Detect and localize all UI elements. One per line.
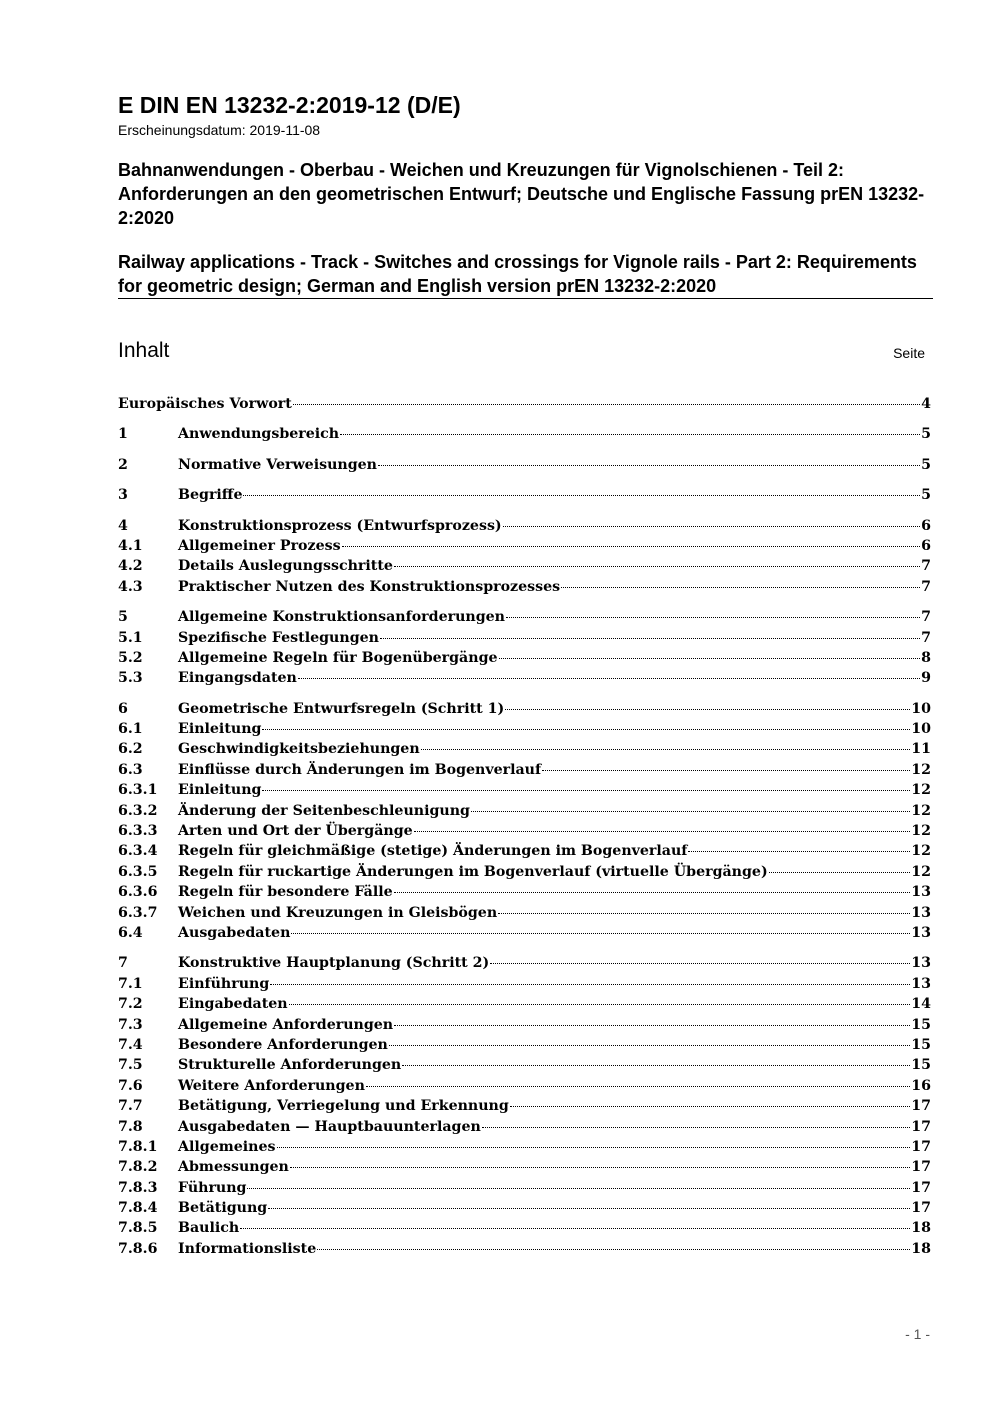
toc-dot-leader [561, 587, 920, 588]
toc-entry[interactable] [118, 923, 931, 943]
toc-entry-number: 4.1 [118, 537, 143, 554]
toc-dot-leader [289, 1004, 911, 1005]
toc-entry-title[interactable]: Geschwindigkeitsbeziehungen [178, 741, 420, 758]
toc-entry-title[interactable]: Konstruktionsprozess (Entwurfsprozess) [178, 517, 502, 534]
toc-dot-leader [394, 892, 911, 893]
toc-entry-number: 5.2 [118, 649, 143, 666]
toc-entry-number: 7.8.2 [118, 1159, 158, 1176]
toc-entry[interactable] [118, 1117, 931, 1137]
toc-entry-page: 7 [921, 558, 931, 575]
toc-entry-page: 12 [911, 823, 931, 840]
toc-page-label: Seite [893, 345, 925, 361]
toc-dot-leader [293, 404, 920, 405]
toc-entry-title[interactable]: Begriffe [178, 487, 243, 504]
title-english: Railway applications - Track - Switches and crossings for Vignole rails - Part 2: Requirements for geometric design; German and English version prEN 13232-2:2020 [118, 252, 917, 296]
toc-heading: Inhalt [118, 339, 170, 362]
toc-dot-leader [421, 749, 911, 750]
toc-entry-page: 12 [911, 782, 931, 799]
toc-entry-page: 12 [911, 802, 931, 819]
toc-entry-number: 7.3 [118, 1016, 143, 1033]
toc-entry-page: 9 [921, 670, 931, 687]
toc-entry-page: 16 [911, 1077, 931, 1094]
toc-dot-leader [291, 933, 910, 934]
toc-dot-leader [389, 1045, 910, 1046]
toc-entry-page: 6 [921, 517, 931, 534]
toc-entry[interactable] [118, 424, 931, 444]
toc-entry-title[interactable]: Ausgabedaten [178, 924, 291, 941]
toc-entry-page: 17 [911, 1118, 931, 1135]
toc-dot-leader [688, 851, 910, 852]
toc-dot-leader [499, 658, 921, 659]
toc-dot-leader [342, 546, 921, 547]
toc-entry-title[interactable]: Details Auslegungsschritte [178, 558, 393, 575]
toc-entry[interactable] [118, 1239, 931, 1259]
toc-entry-title[interactable]: Informationsliste [178, 1240, 317, 1257]
toc-entry-title[interactable]: Baulich [178, 1220, 240, 1237]
toc-dot-leader [482, 1127, 910, 1128]
toc-entry-page: 7 [921, 578, 931, 595]
toc-dot-leader [505, 709, 910, 710]
toc-entry-number: 2 [118, 456, 128, 473]
toc-dot-leader [394, 566, 920, 567]
toc-entry[interactable] [118, 394, 931, 414]
toc-entry-page: 18 [911, 1220, 931, 1237]
toc-entry-number: 7.8 [118, 1118, 143, 1135]
toc-entry-number: 5 [118, 609, 128, 626]
toc-entry-page: 13 [911, 975, 931, 992]
toc-entry[interactable] [118, 699, 931, 719]
toc-entry-page: 12 [911, 863, 931, 880]
toc-dot-leader [378, 465, 920, 466]
toc-entry[interactable] [118, 628, 931, 648]
toc-entry-page: 18 [911, 1240, 931, 1257]
toc-dot-leader [542, 770, 910, 771]
toc-entry-title[interactable]: Europäisches Vorwort [118, 396, 292, 412]
toc-entry-page: 17 [911, 1098, 931, 1115]
toc-entry-number: 7.5 [118, 1057, 143, 1074]
toc-entry[interactable] [118, 821, 931, 841]
toc-entry[interactable] [118, 485, 931, 505]
toc-entry[interactable] [118, 719, 931, 739]
toc-dot-leader [503, 526, 920, 527]
toc-entry[interactable] [118, 1178, 931, 1198]
toc-entry-title[interactable]: Arten und Ort der Übergänge [178, 823, 413, 840]
toc-dot-leader [490, 963, 910, 964]
toc-dot-leader [402, 1065, 910, 1066]
toc-entry[interactable] [118, 801, 931, 821]
toc-dot-leader [471, 811, 910, 812]
toc-dot-leader [498, 913, 910, 914]
toc-dot-leader [298, 678, 920, 679]
toc-entry-title[interactable]: Abmessungen [178, 1159, 289, 1176]
toc-entry-number: 6.1 [118, 721, 143, 738]
toc-entry-number: 7.8.5 [118, 1220, 158, 1237]
toc-dot-leader [506, 617, 920, 618]
toc-dot-leader [247, 1188, 910, 1189]
toc-entry[interactable] [118, 994, 931, 1014]
toc-entry[interactable] [118, 882, 931, 902]
toc-entry-page: 15 [911, 1057, 931, 1074]
toc-entry-number: 6.3.5 [118, 863, 158, 880]
header-divider [118, 298, 933, 299]
toc-entry-title[interactable]: Weichen und Kreuzungen in Gleisbögen [178, 904, 498, 921]
toc-entry-page: 17 [911, 1159, 931, 1176]
toc-entry-title[interactable]: Betätigung, Verriegelung und Erkennung [178, 1098, 509, 1115]
page-number: - 1 - [905, 1326, 930, 1342]
toc-entry-page: 17 [911, 1138, 931, 1155]
toc-dot-leader [243, 495, 920, 496]
toc-entry-number: 6.3.2 [118, 802, 158, 819]
toc-entry[interactable] [118, 536, 931, 556]
toc-entry[interactable] [118, 1198, 931, 1218]
toc-entry[interactable] [118, 1055, 931, 1075]
toc-entry[interactable] [118, 516, 931, 536]
toc-dot-leader [268, 1208, 910, 1209]
toc-entry-number: 7.8.4 [118, 1200, 158, 1217]
toc-entry-title[interactable]: Spezifische Festlegungen [178, 629, 379, 646]
toc-entry-number: 6.3 [118, 761, 143, 778]
toc-entry-title[interactable]: Konstruktive Hauptplanung (Schritt 2) [178, 955, 490, 972]
toc-entry-number: 6.2 [118, 741, 143, 758]
toc-entry-title[interactable]: Strukturelle Anforderungen [178, 1057, 402, 1074]
toc-entry[interactable] [118, 607, 931, 627]
toc-entry-title[interactable]: Allgemeine Konstruktionsanforderungen [178, 609, 505, 626]
toc-entry[interactable] [118, 1096, 931, 1116]
toc-entry-page: 10 [911, 700, 931, 717]
toc-entry-page: 13 [911, 955, 931, 972]
toc-entry-title[interactable]: Geometrische Entwurfsregeln (Schritt 1) [178, 700, 505, 717]
toc-dot-leader [277, 1147, 911, 1148]
toc-dot-leader [510, 1106, 910, 1107]
publication-date: Erscheinungsdatum: 2019-11-08 [118, 122, 321, 138]
toc-entry[interactable] [118, 841, 931, 861]
toc-entry-number: 7.1 [118, 975, 143, 992]
toc-entry-number: 6 [118, 700, 128, 717]
toc-entry[interactable] [118, 668, 931, 688]
toc-entry[interactable] [118, 1218, 931, 1238]
toc-dot-leader [240, 1228, 910, 1229]
toc-entry[interactable] [118, 739, 931, 759]
toc-entry-number: 7.8.6 [118, 1240, 158, 1257]
toc-entry[interactable] [118, 1157, 931, 1177]
toc-entry-number: 6.4 [118, 924, 143, 941]
toc-entry[interactable] [118, 648, 931, 668]
toc-entry-title[interactable]: Einleitung [178, 721, 262, 738]
toc-entry[interactable] [118, 1137, 931, 1157]
toc-entry-title[interactable]: Ausgabedaten — Hauptbauunterlagen [178, 1118, 481, 1135]
toc-entry-page: 6 [921, 537, 931, 554]
toc-entry-number: 4.3 [118, 578, 143, 595]
toc-dot-leader [414, 831, 911, 832]
toc-entry[interactable] [118, 903, 931, 923]
toc-entry-title[interactable]: Einflüsse durch Änderungen im Bogenverlauf [178, 761, 542, 778]
toc-entry-page: 15 [911, 1036, 931, 1053]
toc-entry-title[interactable]: Allgemeine Anforderungen [178, 1016, 394, 1033]
toc-entry[interactable] [118, 760, 931, 780]
toc-entry-number: 6.3.3 [118, 823, 158, 840]
toc-dot-leader [262, 729, 910, 730]
toc-entry-number: 1 [118, 426, 128, 443]
toc-entry-page: 14 [911, 996, 931, 1013]
toc-entry-title[interactable]: Weitere Anforderungen [178, 1077, 365, 1094]
toc-entry-title[interactable]: Eingabedaten [178, 996, 288, 1013]
toc-dot-leader [380, 638, 920, 639]
table-of-contents [118, 394, 931, 1259]
toc-entry-page: 10 [911, 721, 931, 738]
toc-entry-page: 12 [911, 761, 931, 778]
toc-entry[interactable] [118, 780, 931, 800]
toc-entry-page: 17 [911, 1179, 931, 1196]
toc-entry-title[interactable]: Allgemeines [178, 1138, 276, 1155]
toc-entry-page: 13 [911, 904, 931, 921]
toc-entry-number: 7.2 [118, 996, 143, 1013]
toc-entry-page: 15 [911, 1016, 931, 1033]
toc-entry-number: 6.3.6 [118, 884, 158, 901]
toc-entry-title[interactable]: Betätigung [178, 1200, 268, 1217]
toc-entry-title[interactable]: Praktischer Nutzen des Konstruktionsprozesses [178, 578, 561, 595]
toc-dot-leader [270, 984, 910, 985]
toc-entry-page: 17 [911, 1200, 931, 1217]
toc-entry[interactable] [118, 1076, 931, 1096]
toc-entry-title[interactable]: Allgemeine Regeln für Bogenübergänge [178, 649, 498, 666]
toc-entry-title[interactable]: Regeln für ruckartige Änderungen im Bogenverlauf (virtuelle Übergänge) [178, 863, 768, 880]
toc-entry-number: 6.3.7 [118, 904, 158, 921]
toc-entry-title[interactable]: Eingangsdaten [178, 670, 297, 687]
toc-entry-title[interactable]: Regeln für gleichmäßige (stetige) Änderungen im Bogenverlauf [178, 843, 688, 860]
toc-entry[interactable] [118, 455, 931, 475]
toc-entry-number: 5.1 [118, 629, 143, 646]
toc-entry-number: 7.7 [118, 1098, 143, 1115]
toc-entry[interactable] [118, 974, 931, 994]
toc-entry-page: 11 [911, 741, 931, 758]
toc-entry-page: 8 [921, 649, 931, 666]
toc-entry[interactable] [118, 1015, 931, 1035]
toc-dot-leader [262, 790, 910, 791]
toc-dot-leader [769, 872, 911, 873]
toc-entry-number: 4 [118, 517, 128, 534]
toc-entry[interactable] [118, 1035, 931, 1055]
toc-entry-page: 13 [911, 884, 931, 901]
standard-id: E DIN EN 13232-2:2019-12 (D/E) [118, 92, 461, 118]
toc-entry-page: 7 [921, 609, 931, 626]
toc-dot-leader [394, 1025, 910, 1026]
toc-entry-number: 7.4 [118, 1036, 143, 1053]
toc-entry-page: 7 [921, 629, 931, 646]
toc-entry-title[interactable]: Regeln für besondere Fälle [178, 884, 393, 901]
toc-entry[interactable] [118, 953, 931, 973]
toc-dot-leader [317, 1249, 910, 1250]
toc-entry-page: 13 [911, 924, 931, 941]
toc-dot-leader [366, 1086, 910, 1087]
toc-entry-number: 5.3 [118, 670, 143, 687]
toc-entry[interactable] [118, 577, 931, 597]
toc-entry-number: 6.3.4 [118, 843, 158, 860]
toc-entry-title[interactable]: Führung [178, 1179, 247, 1196]
toc-entry[interactable] [118, 862, 931, 882]
toc-entry-page: 5 [921, 426, 931, 443]
toc-dot-leader [340, 434, 920, 435]
toc-entry-title[interactable]: Einleitung [178, 782, 262, 799]
toc-entry-number: 7 [118, 955, 128, 972]
toc-entry-page: 12 [911, 843, 931, 860]
toc-dot-leader [290, 1167, 910, 1168]
toc-entry-title[interactable]: Besondere Anforderungen [178, 1036, 388, 1053]
toc-entry[interactable] [118, 556, 931, 576]
toc-entry-page: 5 [921, 487, 931, 504]
toc-entry-title[interactable]: Normative Verweisungen [178, 456, 377, 473]
toc-entry-page: 4 [921, 396, 931, 412]
toc-entry-number: 6.3.1 [118, 782, 158, 799]
toc-entry-number: 7.8.3 [118, 1179, 158, 1196]
toc-entry-number: 3 [118, 487, 128, 504]
toc-entry-number: 4.2 [118, 558, 143, 575]
toc-entry-number: 7.6 [118, 1077, 143, 1094]
toc-entry-number: 7.8.1 [118, 1138, 158, 1155]
toc-entry-title[interactable]: Änderung der Seitenbeschleunigung [178, 802, 470, 819]
title-german: Bahnanwendungen - Oberbau - Weichen und Kreuzungen für Vignolschienen - Teil 2: Anforderungen an den geometrischen Entwurf; Deutsche und Englische Fassung prEN 13232-2:2020 [118, 160, 925, 228]
toc-entry-title[interactable]: Einführung [178, 975, 270, 992]
toc-entry-page: 5 [921, 456, 931, 473]
toc-entry-title[interactable]: Allgemeiner Prozess [178, 537, 341, 554]
toc-entry-title[interactable]: Anwendungsbereich [178, 426, 340, 443]
